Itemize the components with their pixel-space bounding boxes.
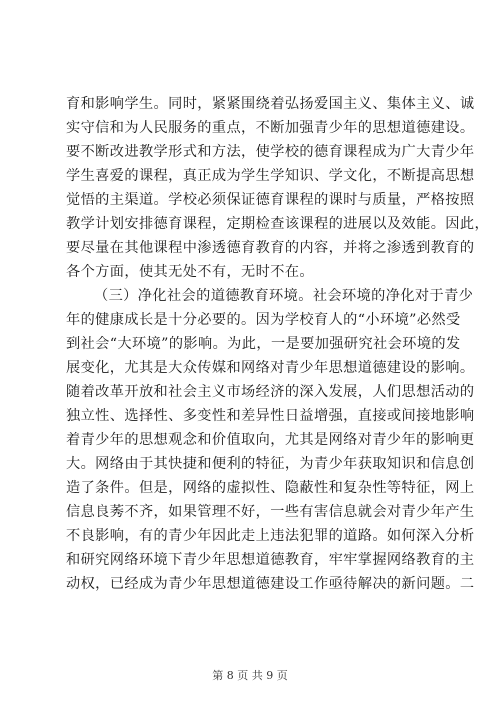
text-line: 年的健康成长是十分必要的。因为学校育人的“小环境”必然受 [66,312,461,328]
text-line: 动权，已经成为青少年思想道德建设工作亟待解决的新问题。二 [66,576,475,592]
text-line: 独立性、选择性、多变性和差异性日益增强，直接或间接地影响 [66,408,475,424]
text-line: 学生喜爱的课程，真正成为学生学知识、学文化，不断提高思想 [66,168,475,184]
text-line: 着青少年的思想观念和价值取向，尤其是网络对青少年的影响更 [66,432,475,448]
text-line: 到社会“大环境”的影响。为此，一是要加强研究社会环境的发 [66,336,461,352]
text-line: 大。网络由于其快捷和便利的特征，为青少年获取知识和信息创 [66,456,475,472]
text-line: 造了条件。但是，网络的虚拟性、隐蔽性和复杂性等特征，网上 [66,480,475,496]
text-line: 不良影响，有的青少年因此走上违法犯罪的道路。如何深入分析 [66,528,475,544]
text-line: 要尽量在其他课程中渗透德育教育的内容，并将之渗透到教育的 [66,240,475,256]
text-line: 实守信和为人民服务的重点，不断加强青少年的思想道德建设。 [66,120,475,136]
text-line: 觉悟的主渠道。学校必须保证德育课程的课时与质量，严格按照 [66,192,475,208]
page-number-footer: 第 8 页 共 9 页 [212,669,288,682]
text-line: 信息良莠不齐，如果管理不好，一些有害信息就会对青少年产生 [66,504,475,520]
text-line: 教学计划安排德育课程，定期检查该课程的进展以及效能。因此， [66,216,490,232]
text-line: 各个方面，使其无处不有，无时不在。 [66,264,314,280]
section-heading-line: （三）净化社会的道德教育环境。社会环境的净化对于青少 [94,288,474,304]
text-line: 和研究网络环境下青少年思想道德教育，牢牢掌握网络教育的主 [66,552,475,568]
text-line: 随着改革开放和社会主义市场经济的深入发展，人们思想活动的 [66,384,475,400]
text-line: 育和影响学生。同时，紧紧围绕着弘扬爱国主义、集体主义、诚 [66,96,475,112]
text-line: 展变化，尤其是大众传媒和网络对青少年思想道德建设的影响。 [66,360,475,376]
text-line: 要不断改进教学形式和方法，使学校的德育课程成为广大青少年 [66,144,475,160]
body-text [66,92,490,596]
